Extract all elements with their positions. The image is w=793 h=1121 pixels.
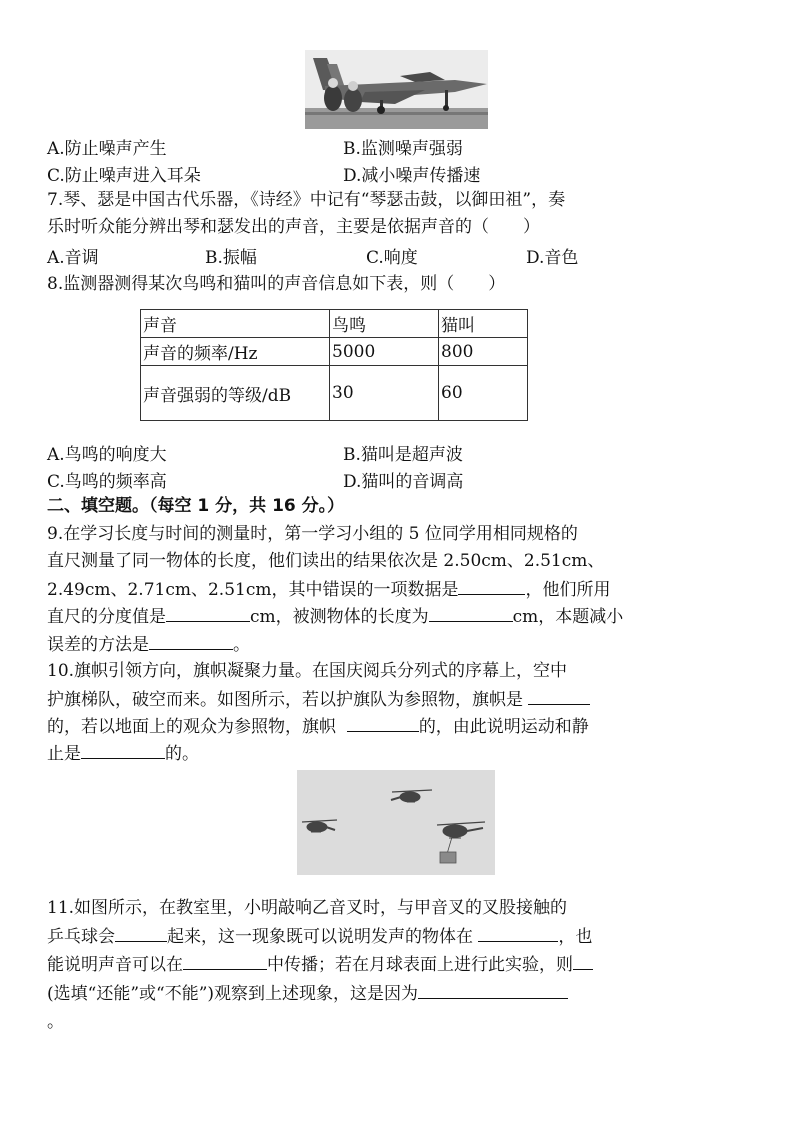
q9-text: cm，本题减小 [512, 607, 624, 627]
answer-blank[interactable] [478, 924, 558, 942]
answer-blank[interactable] [166, 604, 250, 622]
q10-line-3 [47, 714, 589, 739]
q10-line-2 [47, 687, 590, 712]
section-heading: 二、填空题。（每空 1 分，共 16 分。） [47, 496, 345, 516]
q7-stem-line-1: 7.琴、瑟是中国古代乐器，《诗经》中记有“琴瑟击鼓，以御田祖”，奏 [47, 190, 566, 210]
fighter-jet-illustration [305, 50, 488, 129]
q7-option-c: C.响度 [366, 248, 418, 268]
table-cell: 30 [330, 366, 439, 421]
q6-option-b: B.监测噪声强弱 [343, 139, 463, 159]
q6-option-c: C.防止噪声进入耳朵 [47, 166, 201, 186]
answer-blank[interactable] [347, 714, 419, 732]
table-header-row [141, 310, 528, 338]
table-row [141, 338, 528, 366]
helicopter-flag-photo [297, 770, 495, 875]
table-cell: 5000 [330, 338, 439, 366]
q8-option-d: D.猫叫的音调高 [343, 472, 464, 492]
q11-text: 能说明声音可以在 [47, 955, 183, 975]
table-cell: 声音的频率/Hz [141, 338, 330, 366]
answer-blank[interactable] [183, 952, 267, 970]
answer-blank[interactable] [81, 741, 165, 759]
table-header-cell: 声音 [141, 310, 330, 338]
sound-data-table [140, 309, 528, 421]
q11-line-2 [47, 924, 592, 949]
table-cell: 800 [439, 338, 528, 366]
q9-line-5 [47, 632, 250, 657]
helicopter-illustration [297, 770, 495, 875]
q7-option-d: D.音色 [526, 248, 579, 268]
q6-option-d: D.减小噪声传播速 [343, 166, 481, 186]
q9-text: 误差的方法是 [47, 635, 149, 655]
q8-option-c: C.鸟鸣的频率高 [47, 472, 167, 492]
q10-text: 护旗梯队，破空而来。如图所示，若以护旗队为参照物，旗帜是 [47, 690, 523, 710]
q11-line-5: 。 [47, 1012, 64, 1032]
q10-text: 止是 [47, 744, 81, 764]
answer-blank[interactable] [149, 632, 233, 650]
table-header-cell: 鸟鸣 [330, 310, 439, 338]
q9-text: ，他们所用 [525, 580, 611, 600]
answer-blank[interactable] [573, 952, 593, 970]
q8-option-a: A.鸟鸣的响度大 [47, 445, 167, 465]
q9-line-2: 直尺测量了同一物体的长度，他们读出的结果依次是 2.50cm、2.51cm、 [47, 551, 605, 571]
q10-text: 的，若以地面上的观众为参照物，旗帜 [47, 717, 336, 737]
q9-text: 2.49cm、2.71cm、2.51cm，其中错误的一项数据是 [47, 580, 459, 600]
table-cell: 60 [439, 366, 528, 421]
q9-line-4 [47, 604, 623, 629]
q9-line-1: 9.在学习长度与时间的测量时，第一学习小组的 5 位同学用相同规格的 [47, 524, 578, 544]
q10-text: 的。 [165, 744, 199, 764]
q11-line-3 [47, 952, 593, 977]
q7-option-b: B.振幅 [205, 248, 257, 268]
q11-text: 起来，这一现象既可以说明发声的物体在 [167, 927, 473, 947]
answer-blank[interactable] [429, 604, 513, 622]
q7-option-a: A.音调 [47, 248, 99, 268]
table-cell: 声音强弱的等级/dB [141, 366, 330, 421]
q7-stem-line-2: 乐时听众能分辨出琴和瑟发出的声音，主要是依据声音的（ ） [47, 217, 540, 237]
q10-line-4 [47, 741, 199, 766]
answer-blank[interactable] [458, 577, 525, 595]
q10-text: 的，由此说明运动和静 [418, 717, 589, 737]
q11-text: 中传播；若在月球表面上进行此实验，则 [267, 955, 573, 975]
q9-text: cm，被测物体的长度为 [250, 607, 429, 627]
q10-line-1: 10.旗帜引领方向，旗帜凝聚力量。在国庆阅兵分列式的序幕上，空中 [47, 661, 568, 681]
q11-text: 乒乓球会 [47, 927, 115, 947]
q6-option-a: A.防止噪声产生 [47, 139, 167, 159]
q11-text: ，也 [558, 927, 593, 947]
answer-blank[interactable] [528, 687, 590, 705]
q9-line-3 [47, 577, 610, 602]
table-row [141, 366, 528, 421]
table-header-cell: 猫叫 [439, 310, 528, 338]
answer-blank[interactable] [115, 924, 167, 942]
q9-text: 直尺的分度值是 [47, 607, 166, 627]
q9-text: 。 [233, 635, 250, 655]
q11-line-4 [47, 981, 568, 1006]
q8-stem: 8.监测器测得某次鸟鸣和猫叫的声音信息如下表，则（ ） [47, 274, 506, 294]
q8-option-b: B.猫叫是超声波 [343, 445, 463, 465]
answer-blank[interactable] [418, 981, 568, 999]
fighter-jet-photo [305, 50, 488, 129]
q11-line-1: 11.如图所示，在教室里，小明敲响乙音叉时，与甲音叉的叉股接触的 [47, 898, 568, 918]
q11-text: (选填“还能”或“不能”)观察到上述现象，这是因为 [47, 984, 419, 1004]
